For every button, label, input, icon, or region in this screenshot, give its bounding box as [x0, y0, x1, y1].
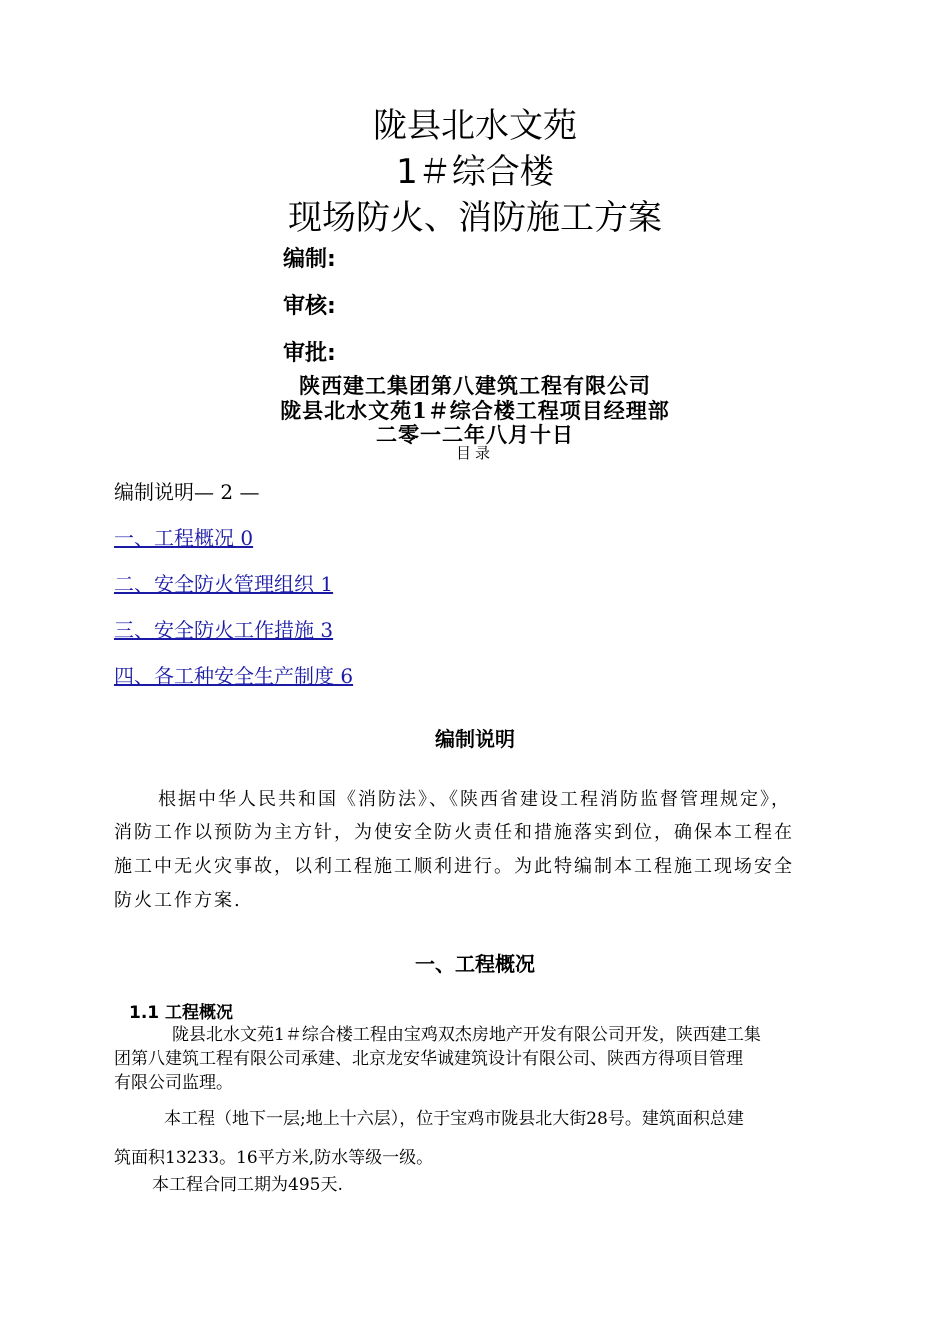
section1-para1-line: 有限公司监理。 [114, 1073, 233, 1093]
section1-para2-line: 本工程（地下一层;地上十六层），位于宝鸡市陇县北大街28号。建筑面积总建 [164, 1109, 744, 1129]
section1-para1-line: 团第八建筑工程有限公司承建、北京龙安华诚建筑设计有限公司、陕西方得项目管理 [114, 1049, 743, 1069]
section1-para3: 本工程合同工期为495天. [152, 1175, 343, 1195]
company-name: 陕西建工集团第八建筑工程有限公司 [299, 373, 651, 398]
project-department: 陇县北水文苑1＃综合楼工程项目经理部 [280, 398, 670, 423]
toc-link-regulations[interactable]: 四、各工种安全生产制度 6 [114, 664, 354, 688]
reviewer-label: 审核: [283, 294, 336, 319]
section1-subheading: 1.1 工程概况 [129, 1003, 234, 1023]
preface-line: 消防工作以预防为主方针，为使安全防火责任和措施落实到位，确保本工程在 [114, 822, 794, 843]
toc-heading: 目录 [455, 444, 494, 462]
section1-heading: 一、工程概况 [415, 952, 535, 976]
cover-title-line2: 1＃综合楼 [396, 152, 554, 192]
approver-label: 审批: [283, 341, 336, 366]
toc-link-measures[interactable]: 三、安全防火工作措施 3 [114, 618, 334, 642]
cover-title-line1: 陇县北水文苑 [373, 106, 577, 146]
section1-para1-line: 陇县北水文苑1＃综合楼工程由宝鸡双杰房地产开发有限公司开发，陕西建工集 [172, 1025, 761, 1045]
compiler-label: 编制: [283, 247, 336, 272]
preface-line: 根据中华人民共和国《消防法》、《陕西省建设工程消防监督管理规定》， [158, 789, 791, 810]
toc-link-organization[interactable]: 二、安全防火管理组织 1 [114, 572, 334, 596]
preface-line: 施工中无火灾事故，以利工程施工顺利进行。为此特编制本工程施工现场安全 [114, 856, 794, 877]
cover-title-line3: 现场防火、消防施工方案 [288, 198, 662, 238]
toc-link-overview[interactable]: 一、工程概况 0 [114, 526, 254, 550]
section1-para2-line: 筑面积13233。16平方米,防水等级一级。 [114, 1148, 434, 1168]
preface-line: 防火工作方案. [114, 890, 242, 911]
toc-item-preface: 编制说明— 2 — [114, 480, 260, 504]
cover-date: 二零一二年八月十日 [376, 422, 574, 447]
preface-heading: 编制说明 [435, 727, 515, 751]
